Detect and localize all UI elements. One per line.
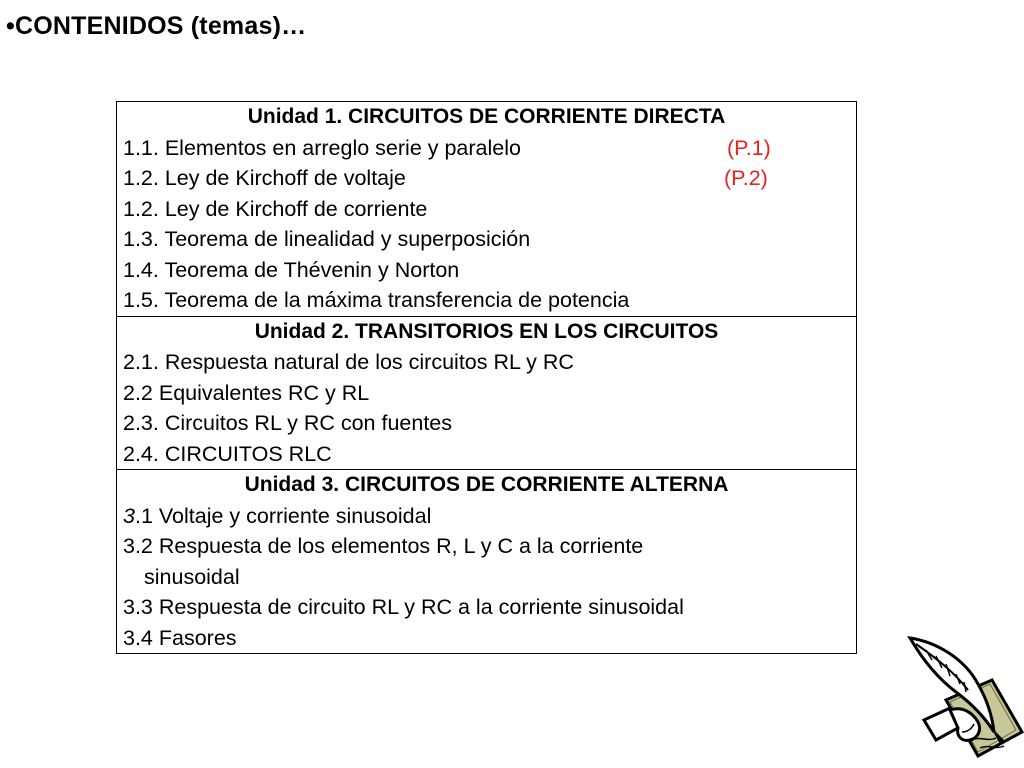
unit-heading: Unidad 3. CIRCUITOS DE CORRIENTE ALTERNA	[244, 473, 729, 496]
practice-reference: (P.1)	[727, 135, 771, 160]
topic-item: 2.3. Circuitos RL y RC con fuentes	[123, 411, 453, 435]
topic-item	[123, 501, 856, 532]
practice-reference: (P.2)	[724, 166, 768, 190]
contents-table	[116, 101, 857, 654]
unit-3	[117, 470, 856, 653]
topic-item: 1.4. Teorema de Thévenin y Norton	[123, 257, 460, 282]
topic-item: 1.2. Ley de Kirchoff de corriente	[123, 196, 428, 221]
topic-text: 1.2. Ley de Kirchoff de voltaje	[123, 166, 406, 190]
unit-heading: Unidad 1. CIRCUITOS DE CORRIENTE DIRECTA	[247, 105, 726, 128]
slide-title: •CONTENIDOS (temas)…	[6, 12, 307, 40]
topic-item: 2.1. Respuesta natural de los circuitos RL y RC	[123, 350, 574, 374]
quill-and-paper-icon	[906, 636, 1024, 768]
topic-item: 2.4. CIRCUITOS RLC	[123, 441, 332, 466]
topic-item: 3.3 Respuesta de circuito RL y RC a la corriente sinusoidal	[123, 595, 684, 619]
topic-item: 2.2 Equivalentes RC y RL	[123, 380, 370, 405]
topic-item	[123, 163, 856, 194]
topic-item: 1.5. Teorema de la máxima transferencia de potencia	[123, 288, 630, 312]
topic-item-continuation: sinusoidal	[144, 564, 240, 589]
unit-heading: Unidad 2. TRANSITORIOS EN LOS CIRCUITOS	[254, 319, 719, 343]
topic-item: 3.4 Fasores	[123, 625, 237, 650]
unit-2	[117, 317, 856, 471]
unit-1	[117, 102, 856, 317]
topic-item: 3.2 Respuesta de los elementos R, L y C a la corriente	[123, 534, 644, 558]
topic-item: 1.3. Teorema de linealidad y superposición	[123, 227, 531, 251]
topic-item	[123, 133, 856, 164]
topic-number: 3	[123, 503, 135, 528]
topic-text: .1 Voltaje y corriente sinusoidal	[134, 503, 432, 528]
topic-text: 1.1. Elementos en arreglo serie y paralelo	[123, 135, 521, 160]
